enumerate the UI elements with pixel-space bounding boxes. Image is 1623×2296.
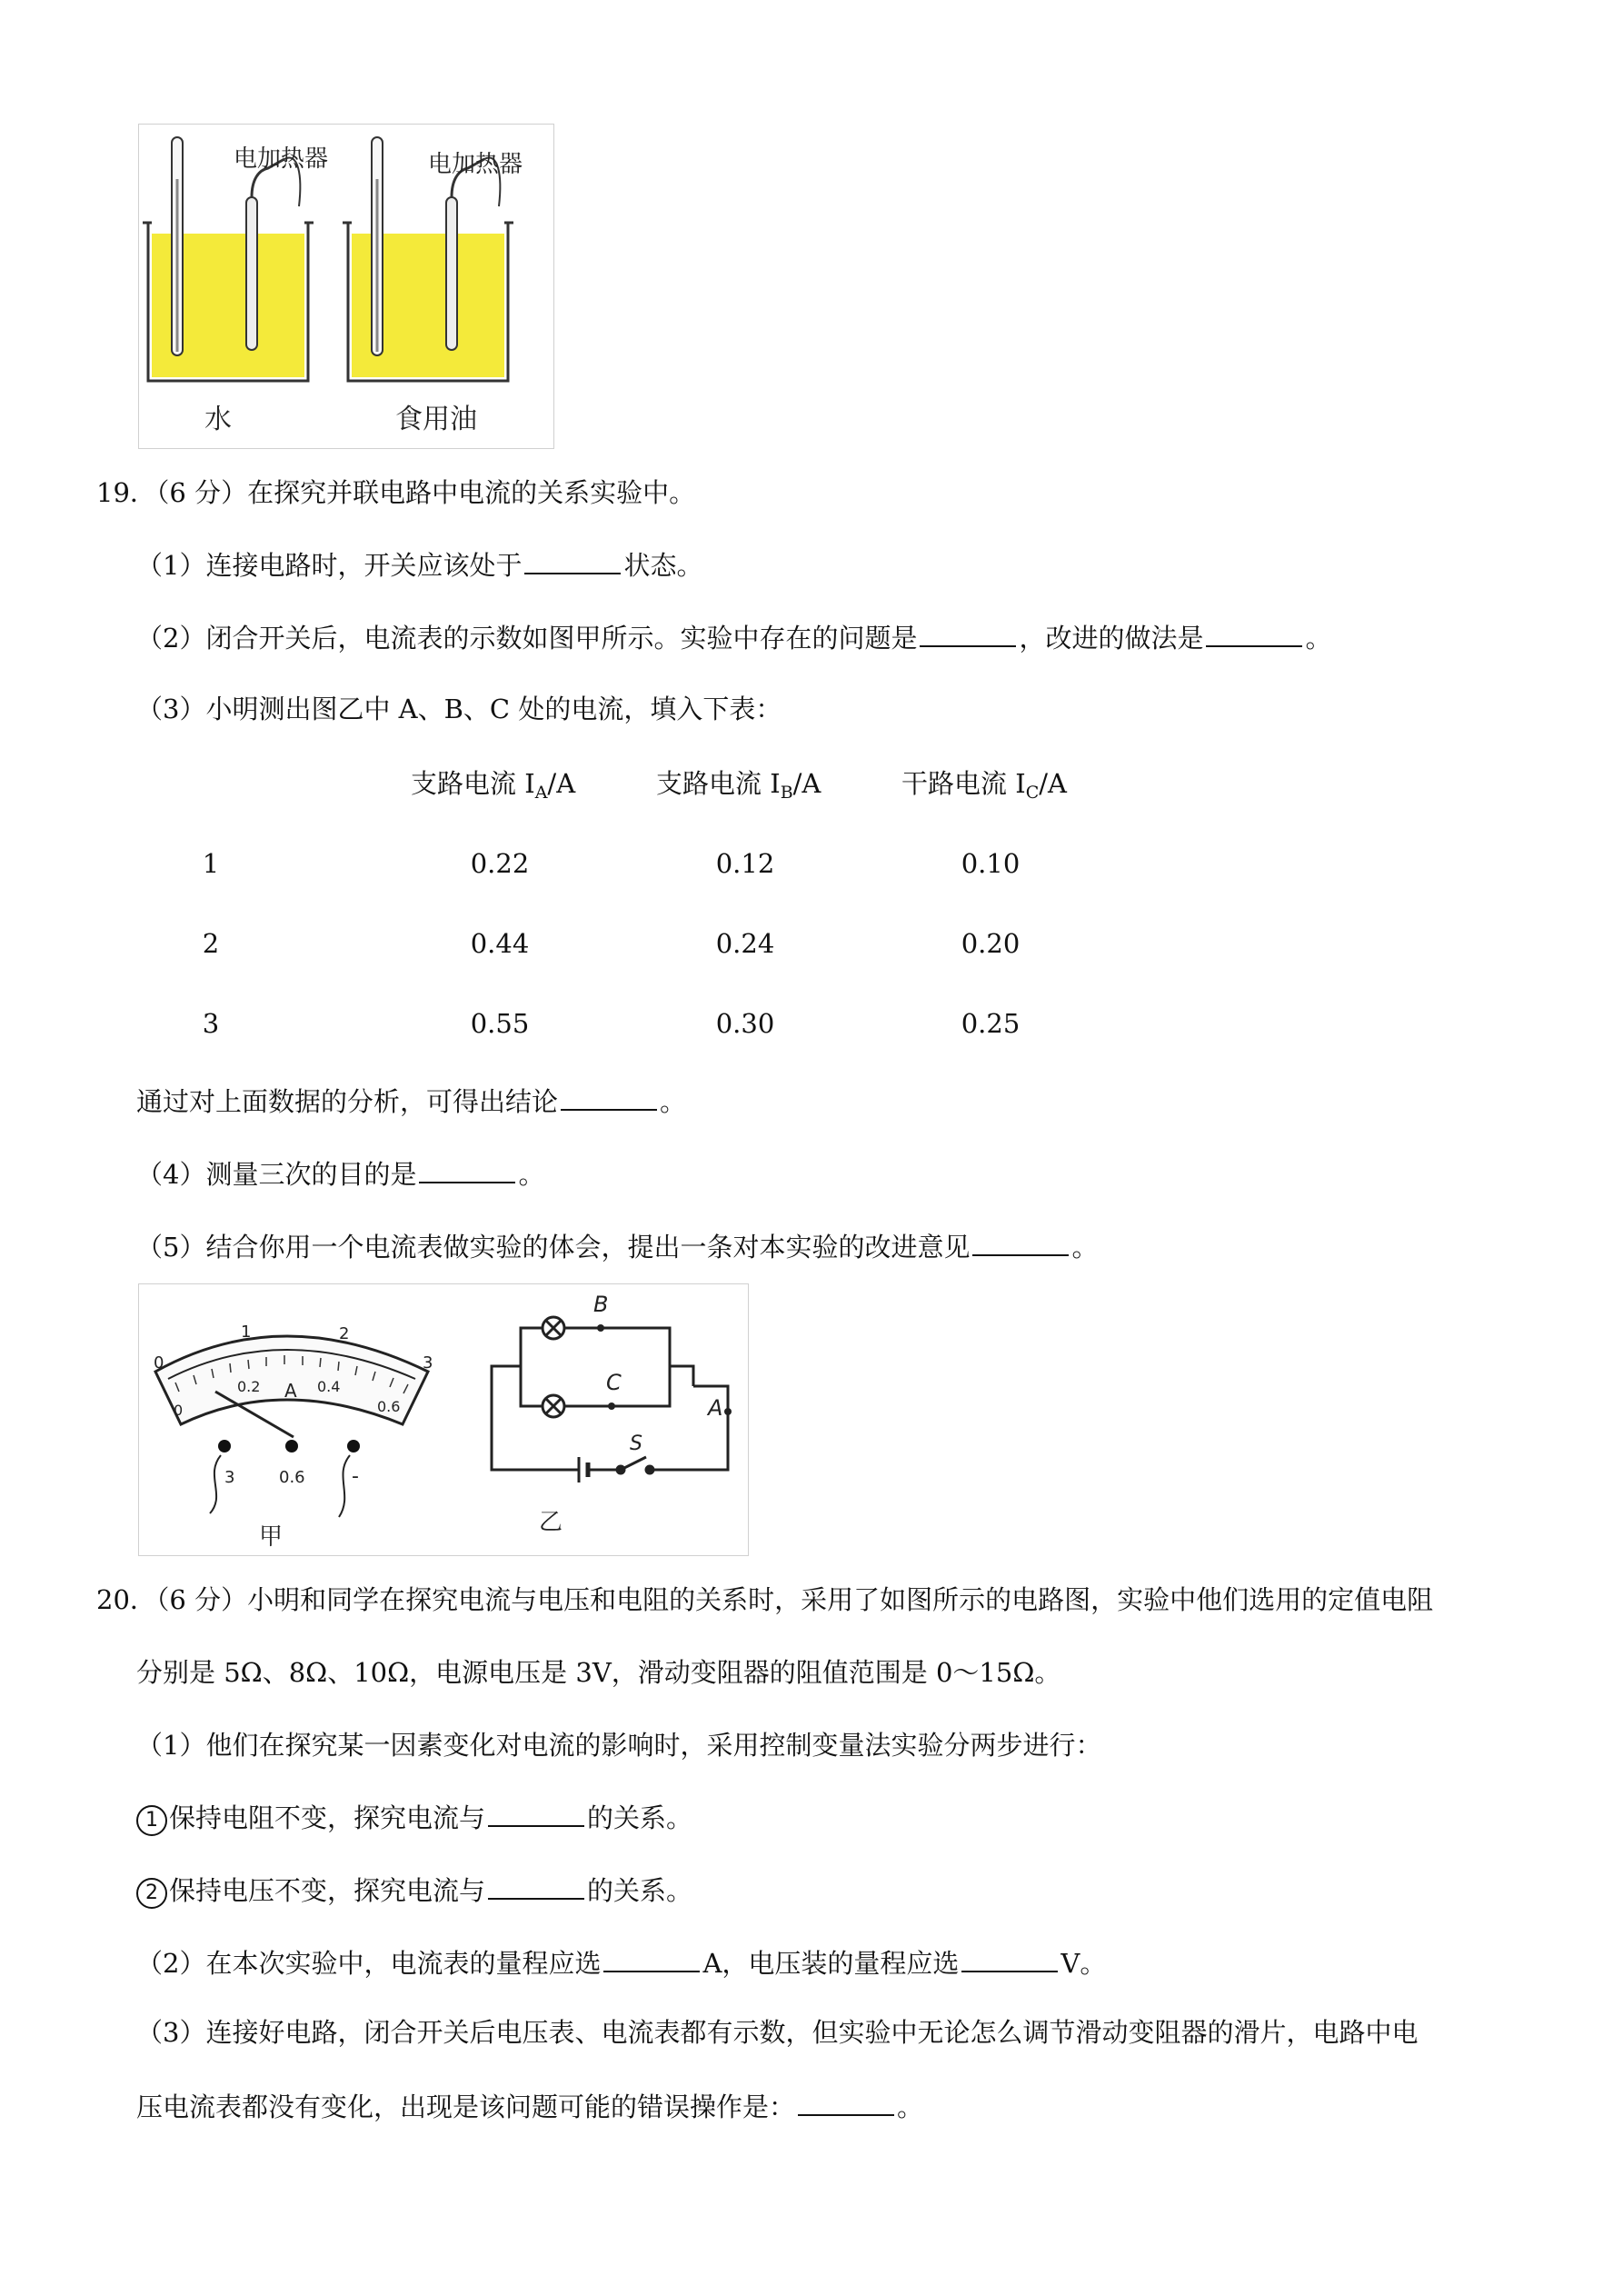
q19-part4: （4）测量三次的目的是 。	[136, 1154, 544, 1193]
heater-left	[246, 197, 257, 350]
svg-text:0.6: 0.6	[377, 1398, 401, 1415]
circled-number-2: 2	[136, 1878, 167, 1909]
svg-text:0: 0	[154, 1353, 164, 1373]
q20-step2: 2 保持电压不变，探究电流与 的关系。	[136, 1871, 692, 1909]
svg-text:A: A	[284, 1380, 297, 1402]
table-header-ic: 干路电流 $I_C/A$	[901, 768, 1067, 803]
oil-label: 食用油	[395, 404, 477, 435]
answer-blank[interactable]	[920, 618, 1016, 647]
table-header-ia: 支路电流 $I_A/A$	[411, 768, 576, 803]
q20-part1: （1）他们在探究某一因素变化对电流的影响时，采用控制变量法实验分两步进行：	[136, 1730, 1102, 1761]
q20-step1: 1 保持电阻不变，探究电流与 的关系。	[136, 1798, 692, 1836]
q20-part3-cont: 压电流表都没有变化，出现是该问题可能的错误操作是： 。	[136, 2087, 923, 2125]
parallel-circuit	[492, 1317, 728, 1482]
svg-text:0.2: 0.2	[237, 1378, 261, 1395]
q20-title: 20．（6 分）小明和同学在探究电流与电压和电阻的关系时，采用了如图所示的电路图，实验中他们选用的定值电阻	[96, 1584, 1434, 1615]
circled-number-1: 1	[136, 1805, 167, 1836]
answer-blank[interactable]	[603, 1943, 700, 1972]
heating-illustration	[139, 125, 553, 448]
answer-blank[interactable]	[488, 1871, 584, 1900]
node-c: C	[606, 1370, 622, 1395]
q20-part2: （2）在本次实验中，电流表的量程应选 A，电压装的量程应选 V。	[136, 1943, 1106, 1982]
ammeter-dial	[154, 1323, 433, 1551]
svg-text:-: -	[352, 1465, 359, 1488]
svg-text:0: 0	[174, 1402, 184, 1419]
answer-blank[interactable]	[561, 1082, 657, 1111]
q19-part5: （5）结合你用一个电流表做实验的体会，提出一条对本实验的改进意见 。	[136, 1227, 1098, 1265]
q20-title-cont: 分别是 5Ω、8Ω、10Ω，电源电压是 3V，滑动变阻器的阻值范围是 0～15Ω。	[136, 1657, 1061, 1688]
ammeter-circuit-figure	[138, 1283, 749, 1556]
q19-part1: （1）连接电路时，开关应该处于 状态。	[136, 545, 702, 584]
answer-blank[interactable]	[488, 1798, 584, 1827]
water-label: 水	[204, 404, 232, 435]
svg-text:1: 1	[241, 1323, 252, 1342]
svg-text:0.4: 0.4	[317, 1378, 341, 1395]
answer-blank[interactable]	[798, 2087, 894, 2116]
label-yi: 乙	[539, 1509, 563, 1536]
heater-label-left: 电加热器	[234, 145, 329, 173]
heating-figure	[138, 124, 554, 449]
node-a: A	[708, 1395, 723, 1421]
answer-blank[interactable]	[419, 1154, 515, 1183]
q20-part3: （3）连接好电路，闭合开关后电压表、电流表都有示数，但实验中无论怎么调节滑动变阻器的滑片，电路中电	[136, 2017, 1419, 2048]
ammeter-circuit-illustration	[139, 1284, 748, 1555]
q19-part2: （2）闭合开关后，电流表的示数如图甲所示。实验中存在的问题是 ，改进的做法是 。	[136, 618, 1331, 656]
svg-text:3: 3	[423, 1353, 433, 1373]
answer-blank[interactable]	[524, 545, 621, 574]
table-header-ib: 支路电流 $I_B/A$	[656, 768, 821, 803]
q19-conclusion: 通过对上面数据的分析，可得出结论 。	[136, 1082, 686, 1120]
q19-title: 19．（6 分）在探究并联电路中电流的关系实验中。	[96, 477, 696, 508]
node-b: B	[593, 1292, 609, 1317]
answer-blank[interactable]	[961, 1943, 1058, 1972]
node-s: S	[630, 1433, 642, 1455]
answer-blank[interactable]	[972, 1227, 1069, 1256]
heater-label-right: 电加热器	[428, 151, 523, 178]
svg-text:3: 3	[224, 1468, 235, 1487]
svg-text:2: 2	[339, 1324, 350, 1343]
answer-blank[interactable]	[1206, 618, 1302, 647]
label-jia: 甲	[259, 1523, 284, 1551]
q19-part3: （3）小明测出图乙中 A、B、C 处的电流，填入下表：	[136, 694, 782, 724]
heater-right	[446, 197, 457, 350]
svg-text:0.6: 0.6	[279, 1468, 305, 1487]
